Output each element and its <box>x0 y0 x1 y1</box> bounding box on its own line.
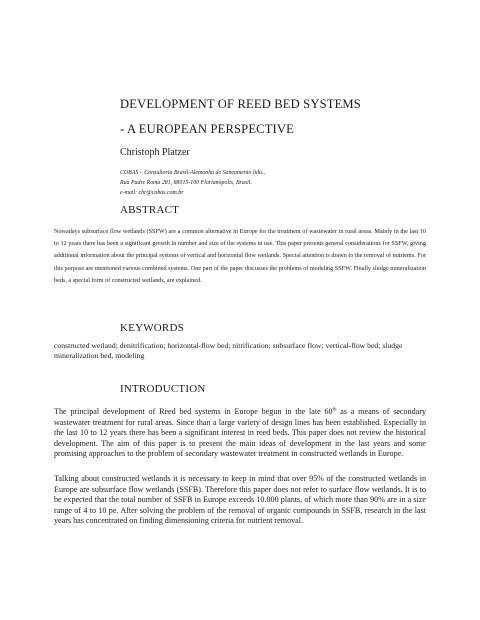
abstract-text: Nowadays subsurface flow wetlands (SSFW) are a common alternative in Europe for the treatment of wastewater in rural areas. Mainly in the last 10 to 12 years there has been a significant growth in number and size of the systems in use. This paper presents general considerations for SSFW, giving additional information about the principal systems of vertical and horizontal flow wetlands. Special attention is drawn to the removal of nutrients. For this purpose are mentioned various combined systems. One part of the paper discusses the problems of modeling SSFW. Finally sludge mineralization beds, a special form of constructed wetlands, are explained. <box>54 228 426 284</box>
introduction-paragraph-1 <box>54 407 426 460</box>
paper-title-line-1: DEVELOPMENT OF REED BED SYSTEMS <box>120 97 361 111</box>
introduction-paragraph-2: Talking about constructed wetlands it is necessary to keep in mind that over 95% of the constructed wetlands in Europe are subsurface flow wetlands (SSFB). Therefore this paper does not refer to surface flow wetlands. It is to be expected that the total number of SSFB in Europe exceeds 10.000 plants, of which more than 90% are in a size range of 4 to 10 pe. After solving the problem of the removal of organic compounds in SSFB, research in the last years has concentrated on finding dimensioning criteria for nutrient removal. <box>54 474 426 526</box>
keywords-text: constructed wetland; denitrification; horizontal-flow bed; nitrification; subsurface flow; vertical-flow bed; sludge mineralization bed, modeling <box>54 341 403 360</box>
keywords-heading: KEYWORDS <box>120 322 184 334</box>
affiliation-line-1: COBAS – Consultoria Brasil-Alemanha de Saneamento ltda., <box>120 170 265 176</box>
abstract-heading: ABSTRACT <box>120 204 180 216</box>
author-name: Christoph Platzer <box>120 147 190 158</box>
ordinal-superscript: th <box>332 407 337 413</box>
introduction-heading: INTRODUCTION <box>120 383 206 395</box>
affiliation-line-2: Rua Padre Roma 281, 88015-100 Florianópolis, Brasil. <box>120 180 252 186</box>
paragraph-1-text-start: The principal development of Reed bed systems in Europe begun in the late 60 <box>54 407 333 416</box>
paragraph-1-text-end: as a means of secondary wastewater treatment for rural areas. Since than a large variety of design lines has been established. Especially in the last 10 to 12 years there has been a significant interest in reed beds. This paper does not review the historical development. The aim of this paper is to present the main ideas of development in the last years and some promising approaches to the problem of secondary wastewater treatment in constructed wetlands in Europe. <box>54 407 426 459</box>
author-email: e-mail: chr@cobas.com.br <box>120 190 184 196</box>
paper-title-line-2: - A EUROPEAN PERSPECTIVE <box>120 122 294 136</box>
